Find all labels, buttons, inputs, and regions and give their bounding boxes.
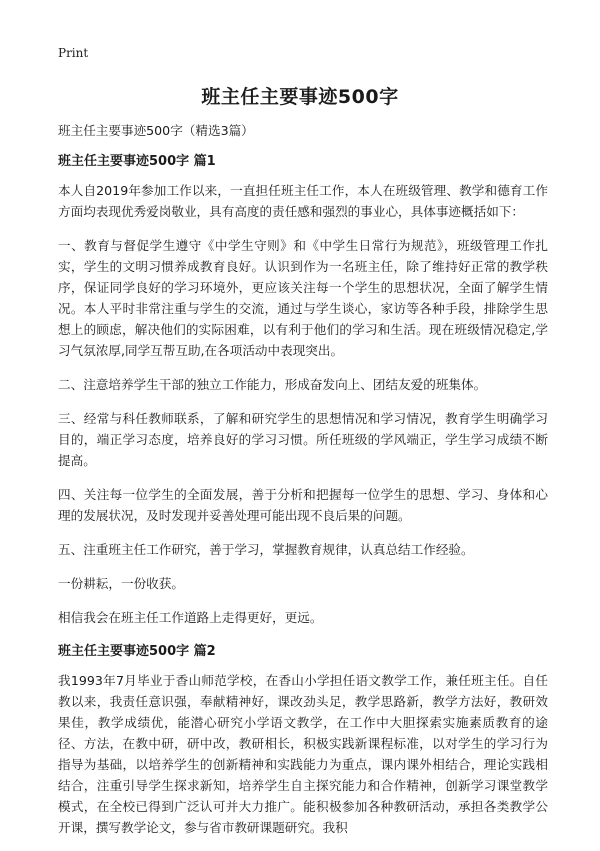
document-title: 班主任主要事迹500字	[201, 86, 399, 108]
paragraph: 相信我会在班主任工作道路上走得更好，更远。	[58, 610, 323, 625]
paragraph: 二、注意培养学生干部的独立工作能力，形成奋发向上、团结友爱的班集体。	[58, 377, 487, 392]
document-subtitle: 班主任主要事迹500字（精选3篇）	[58, 123, 254, 138]
paragraph: 五、注重班主任工作研究，善于学习，掌握教育规律，认真总结工作经验。	[58, 542, 474, 557]
paragraph: 我1993年7月毕业于香山师范学校，在香山小学担任语文教学工作，兼任班主任。自任教以来，我责任意识强，奉献精神好，课改劲头足，教学思路新，教学方法好，教研效果佳，教学成绩优，能潜心研究小学语文教学，在工作中大胆探索实施素质教育的途径、方法，在教中研，研中改，教研相长，积极实践新课程标准，以对学生的学习行为指导为基础，以培养学生的创新精神和实践能力为重点，课内课外相结合，理论实践相结合，注重引导学生探求新知，培养学生自主探究能力和合作精神，创新学习课堂教学模式，在全校已得到广泛认可并大力推广。能积极参加各种教研活动，承担各类教学公开课，撰写教学论文，参与省市教研课题研究。我积	[58, 673, 548, 835]
paragraph: 一、教育与督促学生遵守《中学生守则》和《中学生日常行为规范》，班级管理工作扎实，学生的文明习惯养成教育良好。认识到作为一名班主任，除了维持好正常的教学秩序，保证同学良好的学习环境外，更应该关注每一个学生的思想状况，全面了解学生情况。本人平时非常注重与学生的交流，通过与学生谈心，家访等各种手段，排除学生思想上的顾虑，解决他们的实际困难，以有利于他们的学习和生活。现在班级情况稳定,学习气氛浓厚,同学互帮互助,在各项活动中表现突出。	[58, 238, 548, 358]
print-link[interactable]: Print	[58, 46, 89, 60]
paragraph: 一份耕耘，一份收获。	[58, 576, 184, 591]
paragraph: 四、关注每一位学生的全面发展，善于分析和把握每一位学生的思想、学习、身体和心理的发展状况，及时发现并妥善处理可能出现不良后果的问题。	[58, 487, 548, 523]
document-body	[58, 120, 548, 851]
paragraph: 三、经常与科任教师联系，了解和研究学生的思想情况和学习情况，教育学生明确学习目的，端正学习态度，培养良好的学习习惯。所任班级的学风端正，学生学习成绩不断提高。	[58, 411, 548, 468]
section-heading-1: 班主任主要事迹500字 篇1	[58, 154, 216, 169]
section-heading-2: 班主任主要事迹500字 篇2	[58, 644, 216, 659]
paragraph: 本人自2019年参加工作以来，一直担任班主任工作，本人在班级管理、教学和德育工作方面均表现优秀爱岗敬业，具有高度的责任感和强烈的事业心，具体事迹概括如下：	[58, 183, 548, 219]
